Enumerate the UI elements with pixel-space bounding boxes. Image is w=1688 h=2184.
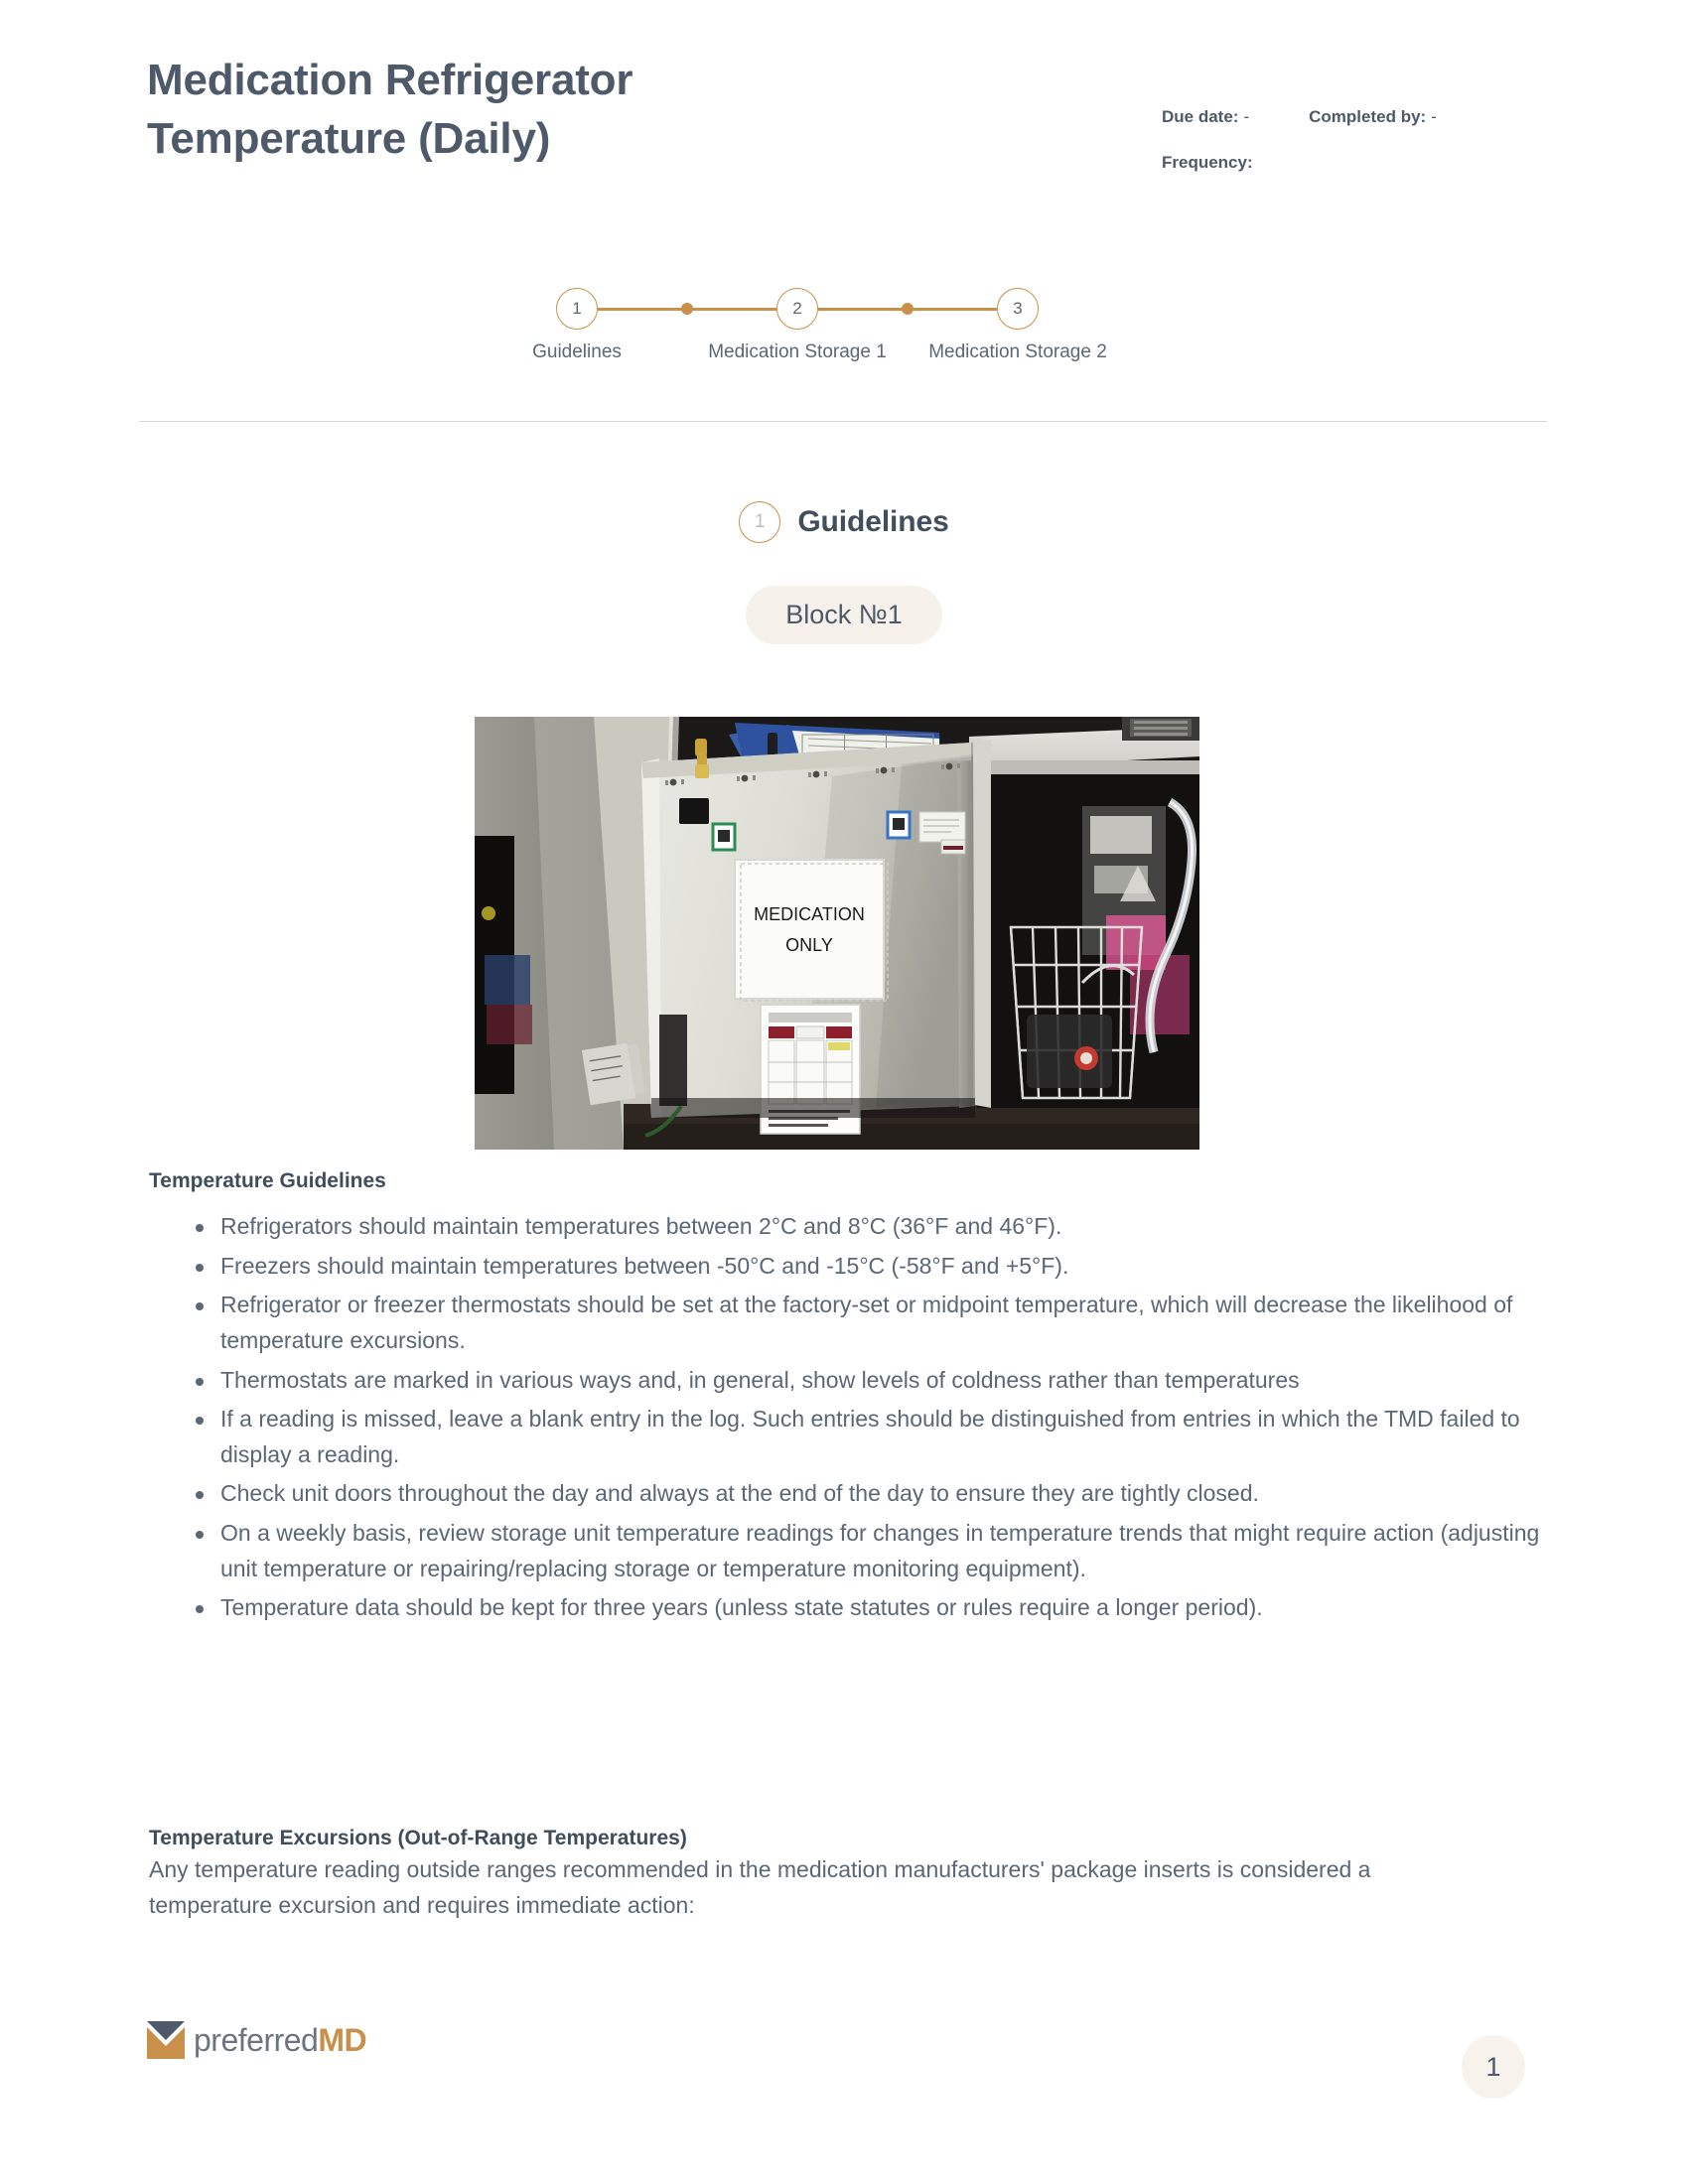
stepper-node-1[interactable]: 1 <box>556 288 598 330</box>
frequency-label: Frequency: <box>1162 153 1253 172</box>
meta-row-top <box>1162 107 1579 127</box>
frequency-field <box>1162 153 1258 173</box>
stepper-track <box>556 288 1132 330</box>
temperature-excursions-heading: Temperature Excursions (Out-of-Range Temperatures) <box>149 1827 687 1849</box>
document-meta <box>1162 107 1579 199</box>
completed-by-label: Completed by: <box>1309 107 1427 126</box>
stepper-dot-2 <box>902 303 914 315</box>
page-title: Medication Refrigerator Temperature (Daily) <box>147 56 633 163</box>
section-title: Guidelines <box>797 505 949 538</box>
block-badge: Block №1 <box>746 586 942 644</box>
svg-text:MEDICATION: MEDICATION <box>754 904 865 924</box>
stepper-navigation[interactable] <box>532 288 1132 387</box>
list-item: Thermostats are marked in various ways and, in general, show levels of coldness rather than temperatures <box>149 1363 1549 1399</box>
list-item: Freezers should maintain temperatures between -50°C and -15°C (-58°F and +5°F). <box>149 1249 1549 1285</box>
completed-by-field <box>1309 107 1437 127</box>
temperature-excursions-paragraph-line2: temperature excursion and requires immediate action: <box>149 1891 695 1918</box>
temperature-guidelines-heading: Temperature Guidelines <box>149 1169 386 1192</box>
section-number-badge: 1 <box>739 501 780 543</box>
svg-text:ONLY: ONLY <box>785 935 833 955</box>
stepper-label-3[interactable]: Medication Storage 2 <box>928 341 1107 362</box>
stepper-label-2[interactable]: Medication Storage 1 <box>708 341 887 362</box>
list-item: On a weekly basis, review storage unit temperature readings for changes in temperature trends that might require action (adjusting unit temperature or repairing/replacing storage or temperature monitoring equipment). <box>149 1516 1549 1586</box>
temperature-excursions-paragraph-line1: Any temperature reading outside ranges recommended in the medication manufacturers' package inserts is considered a <box>149 1856 1371 1882</box>
refrigerator-photo-illustration <box>475 717 1199 1150</box>
block-badge-container <box>0 586 1688 644</box>
list-item: Refrigerator or freezer thermostats should be set at the factory-set or midpoint temperature, which will decrease the likelihood of temperature excursions. <box>149 1288 1549 1358</box>
list-item: Refrigerators should maintain temperatures between 2°C and 8°C (36°F and 46°F). <box>149 1209 1549 1245</box>
document-header <box>0 0 1688 248</box>
stepper-label-1[interactable]: Guidelines <box>532 341 622 362</box>
list-item: If a reading is missed, leave a blank entry in the log. Such entries should be distinguished from entries in which the TMD failed to display a reading. <box>149 1402 1549 1472</box>
completed-by-value: - <box>1431 107 1437 126</box>
due-date-field <box>1162 107 1249 127</box>
guidelines-bullet-list <box>149 1209 1549 1630</box>
list-item: Temperature data should be kept for three years (unless state statutes or rules require a longer period). <box>149 1590 1549 1626</box>
refrigerator-photo <box>475 717 1199 1150</box>
stepper-node-3[interactable]: 3 <box>997 288 1039 330</box>
meta-row-bottom <box>1162 153 1579 173</box>
brand-name-primary: preferred <box>194 2022 319 2058</box>
stepper-dot-1 <box>681 303 693 315</box>
header-divider <box>139 421 1547 422</box>
brand-logo-text <box>194 2024 366 2056</box>
due-date-value: - <box>1243 107 1250 126</box>
section-heading <box>0 501 1688 543</box>
list-item: Check unit doors throughout the day and always at the end of the day to ensure they are tightly closed. <box>149 1476 1549 1512</box>
preferredmd-logo-icon <box>147 2021 185 2059</box>
stepper-node-2[interactable]: 2 <box>776 288 818 330</box>
due-date-label: Due date: <box>1162 107 1239 126</box>
brand-logo <box>147 2021 366 2059</box>
temperature-excursions-section <box>149 1827 1539 1923</box>
brand-name-secondary: MD <box>318 2022 367 2058</box>
page-number-badge: 1 <box>1462 2035 1525 2099</box>
